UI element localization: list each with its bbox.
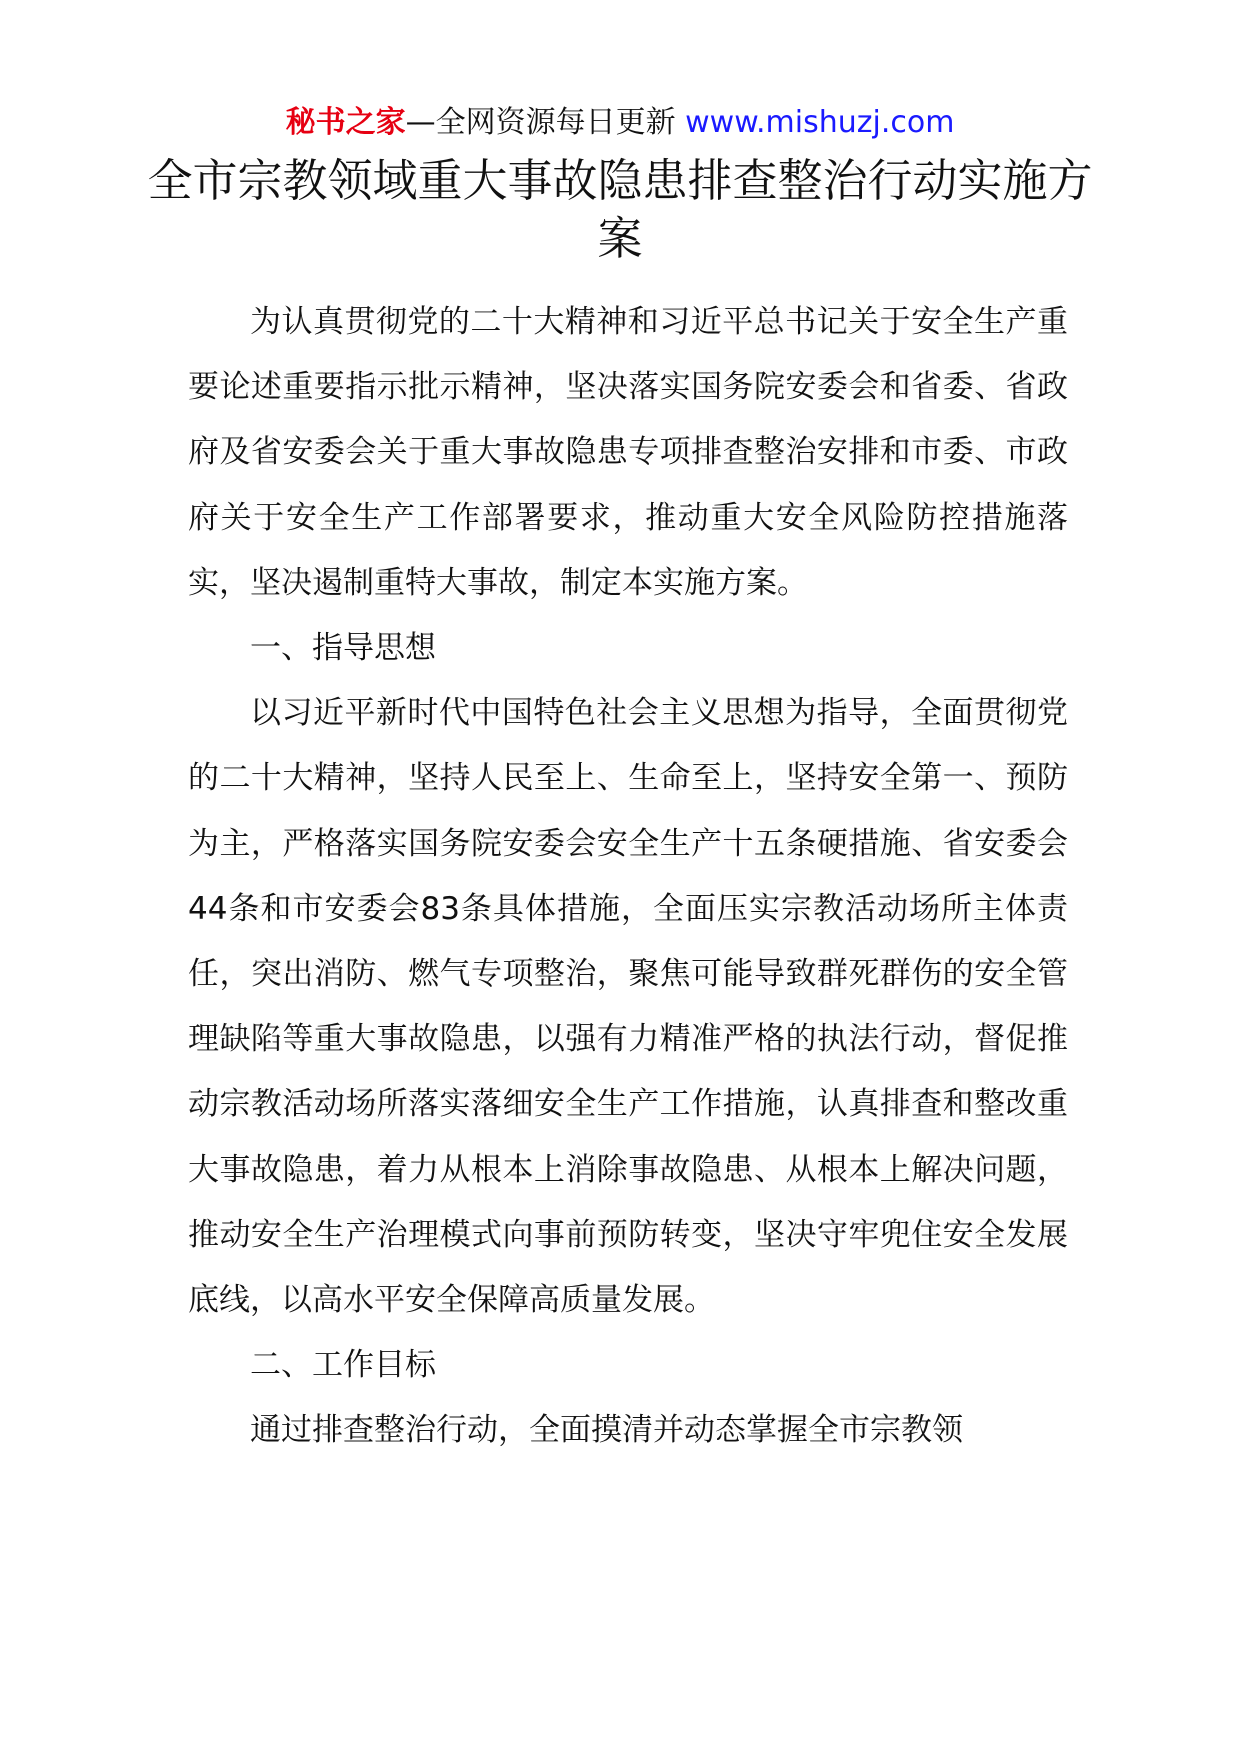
work-goals-paragraph: 通过排查整治行动，全面摸清并动态掌握全市宗教领 (250, 1412, 963, 1449)
guiding-ideology-paragraph: 以习近平新时代中国特色社会主义思想为指导，全面贯彻党的二十大精神，坚持人民至上、生命至上，坚持安全第一、预防为主，严格落实国务院安委会安全生产十五条硬措施、省安委会44条和市安委会83条具体措施，全面压实宗教活动场所主体责任，突出消防、燃气专项整治，聚焦可能导致群死群伤的安全管理缺陷等重大事故隐患，以强有力精准严格的执法行动，督促推动宗教活动场所落实落细安全生产工作措施，认真排查和整改重大事故隐患，着力从根本上消除事故隐患、从根本上解决问题，推动安全生产治理模式向事前预防转变，坚决守牢兜住安全发展底线，以高水平安全保障高质量发展。 (188, 695, 1068, 1319)
document-title: 全市宗教领域重大事故隐患排查整治行动实施方案 (147, 154, 1093, 265)
section-heading-work-goals: 二、工作目标 (250, 1347, 436, 1384)
brand-name: 秘书之家 (285, 105, 406, 140)
site-url-link[interactable]: www.mishuzj.com (685, 105, 955, 140)
site-header (0, 100, 1240, 146)
header-tagline: —全网资源每日更新 (405, 105, 686, 140)
document-body (188, 290, 1068, 1464)
intro-paragraph: 为认真贯彻党的二十大精神和习近平总书记关于安全生产重要论述重要指示批示精神，坚决落实国务院安委会和省委、省政府及省安委会关于重大事故隐患专项排查整治安排和市委、市政府关于安全生产工作部署要求，推动重大安全风险防控措施落实，坚决遏制重特大事故，制定本实施方案。 (188, 304, 1068, 601)
section-heading-guiding-ideology: 一、指导思想 (250, 630, 436, 667)
